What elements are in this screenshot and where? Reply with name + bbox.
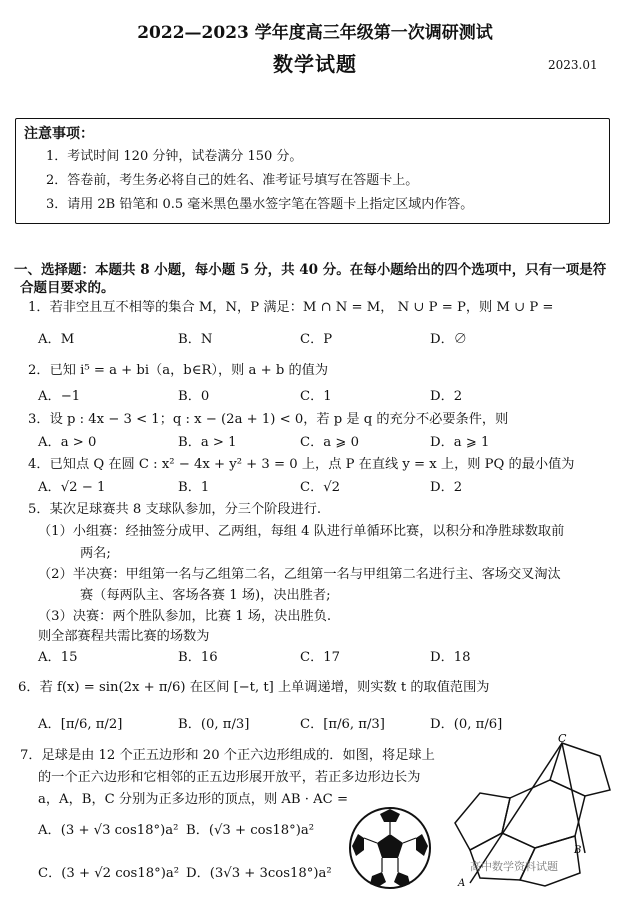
question-7-line: 7．足球是由 12 个正五边形和 20 个正六边形组成的．如图，将足球上	[20, 748, 435, 763]
q4-option-a: A．√2 − 1	[38, 480, 106, 495]
q1-option-b: B．N	[178, 332, 213, 347]
q2-option-a: A．−1	[38, 389, 81, 404]
q1-option-a: A．M	[38, 332, 75, 347]
notice-title: 注意事项：	[24, 126, 94, 142]
q4-option-c: C．√2	[300, 480, 341, 495]
question-5-line: （1）小组赛：经抽签分成甲、乙两组，每组 4 队进行单循环比赛，以积分和净胜球数取前	[38, 524, 565, 539]
q2-option-d: D．2	[430, 389, 463, 404]
question-5-line: （3）决赛：两个胜队参加，比赛 1 场，决出胜负.	[38, 609, 332, 624]
q5-option-a: A．15	[38, 650, 78, 665]
q1-option-d: D．∅	[430, 332, 467, 347]
q6-option-a: A．[π/6, π/2]	[38, 717, 123, 732]
question-7-line: 的一个正六边形和它相邻的正五边形展开放平，若正多边形边长为	[38, 770, 421, 785]
q6-option-b: B．(0, π/3]	[178, 717, 250, 732]
q2-option-b: B．0	[178, 389, 210, 404]
question-2-stem: 2．已知 i⁵ = a + bi（a，b∈R），则 a + b 的值为	[28, 363, 329, 378]
question-5-line: 两名;	[80, 546, 111, 561]
notice-item: 1．考试时间 120 分钟，试卷满分 150 分。	[46, 149, 303, 164]
soccer-ball-image	[348, 806, 432, 890]
q2-option-c: C．1	[300, 389, 332, 404]
q5-option-d: D．18	[430, 650, 471, 665]
question-5-line: 则全部赛程共需比赛的场数为	[38, 629, 210, 644]
watermark: 高中数学资料试题	[470, 860, 558, 873]
question-7-line: a，A，B，C 分别为正多边形的顶点，则 AB · AC =	[38, 792, 349, 807]
section-heading-cont: 合题目要求的。	[20, 280, 115, 296]
question-5-line: 赛（每两队主、客场各赛 1 场)，决出胜者;	[80, 588, 331, 603]
question-6-stem: 6．若 f(x) = sin(2x + π/6) 在区间 [−t, t] 上单调递增，则实数 t 的取值范围为	[18, 680, 490, 695]
section-heading: 一、选择题：本题共 8 小题，每小题 5 分，共 40 分。在每小题给出的四个选项中，只有一项是符	[14, 262, 607, 278]
vertex-b-label: B	[574, 845, 582, 856]
q7-option-b: B．(√3 + cos18°)a²	[186, 823, 315, 838]
exam-subtitle: 数学试题	[273, 52, 357, 76]
q1-option-c: C．P	[300, 332, 333, 347]
q4-option-b: B．1	[178, 480, 210, 495]
vertex-c-label: C	[558, 732, 567, 745]
q3-option-d: D．a ⩾ 1	[430, 435, 490, 450]
q5-option-b: B．16	[178, 650, 218, 665]
q5-option-c: C．17	[300, 650, 341, 665]
notice-item: 3．请用 2B 铅笔和 0.5 毫米黑色墨水签字笔在答题卡上指定区域内作答。	[46, 197, 474, 212]
q3-option-c: C．a ⩾ 0	[300, 435, 359, 450]
vertex-a-label: A	[458, 878, 466, 888]
question-3-stem: 3．设 p : 4x − 3 < 1；q : x − (2a + 1) < 0，若 p 是 q 的充分不必要条件，则	[28, 412, 509, 427]
q3-option-b: B．a > 1	[178, 435, 237, 450]
q6-option-c: C．[π/6, π/3]	[300, 717, 385, 732]
notice-item: 2．答卷前，考生务必将自己的姓名、准考证号填写在答题卡上。	[46, 173, 419, 188]
question-5-stem: 5．某次足球赛共 8 支球队参加，分三个阶段进行.	[28, 502, 322, 517]
question-5-line: （2）半决赛：甲组第一名与乙组第二名，乙组第一名与甲组第二名进行主、客场交叉淘汰	[38, 567, 561, 582]
notice-box	[15, 118, 610, 224]
q6-option-d: D．(0, π/6]	[430, 717, 503, 732]
exam-date: 2023.01	[548, 58, 598, 72]
q7-option-c: C．(3 + √2 cos18°)a²	[38, 866, 179, 881]
question-1-stem: 1．若非空且互不相等的集合 M，N，P 满足：M ∩ N = M， N ∪ P = P，则 M ∪ P =	[28, 300, 554, 315]
q3-option-a: A．a > 0	[38, 435, 97, 450]
question-4-stem: 4．已知点 Q 在圆 C : x² − 4x + y² + 3 = 0 上，点 P 在直线 y = x 上，则 PQ 的最小值为	[28, 457, 575, 472]
q7-option-d: D．(3√3 + 3cos18°)a²	[186, 866, 332, 881]
exam-title: 2022—2023 学年度高三年级第一次调研测试	[137, 23, 493, 43]
q4-option-d: D．2	[430, 480, 463, 495]
q7-option-a: A．(3 + √3 cos18°)a²	[38, 823, 179, 838]
